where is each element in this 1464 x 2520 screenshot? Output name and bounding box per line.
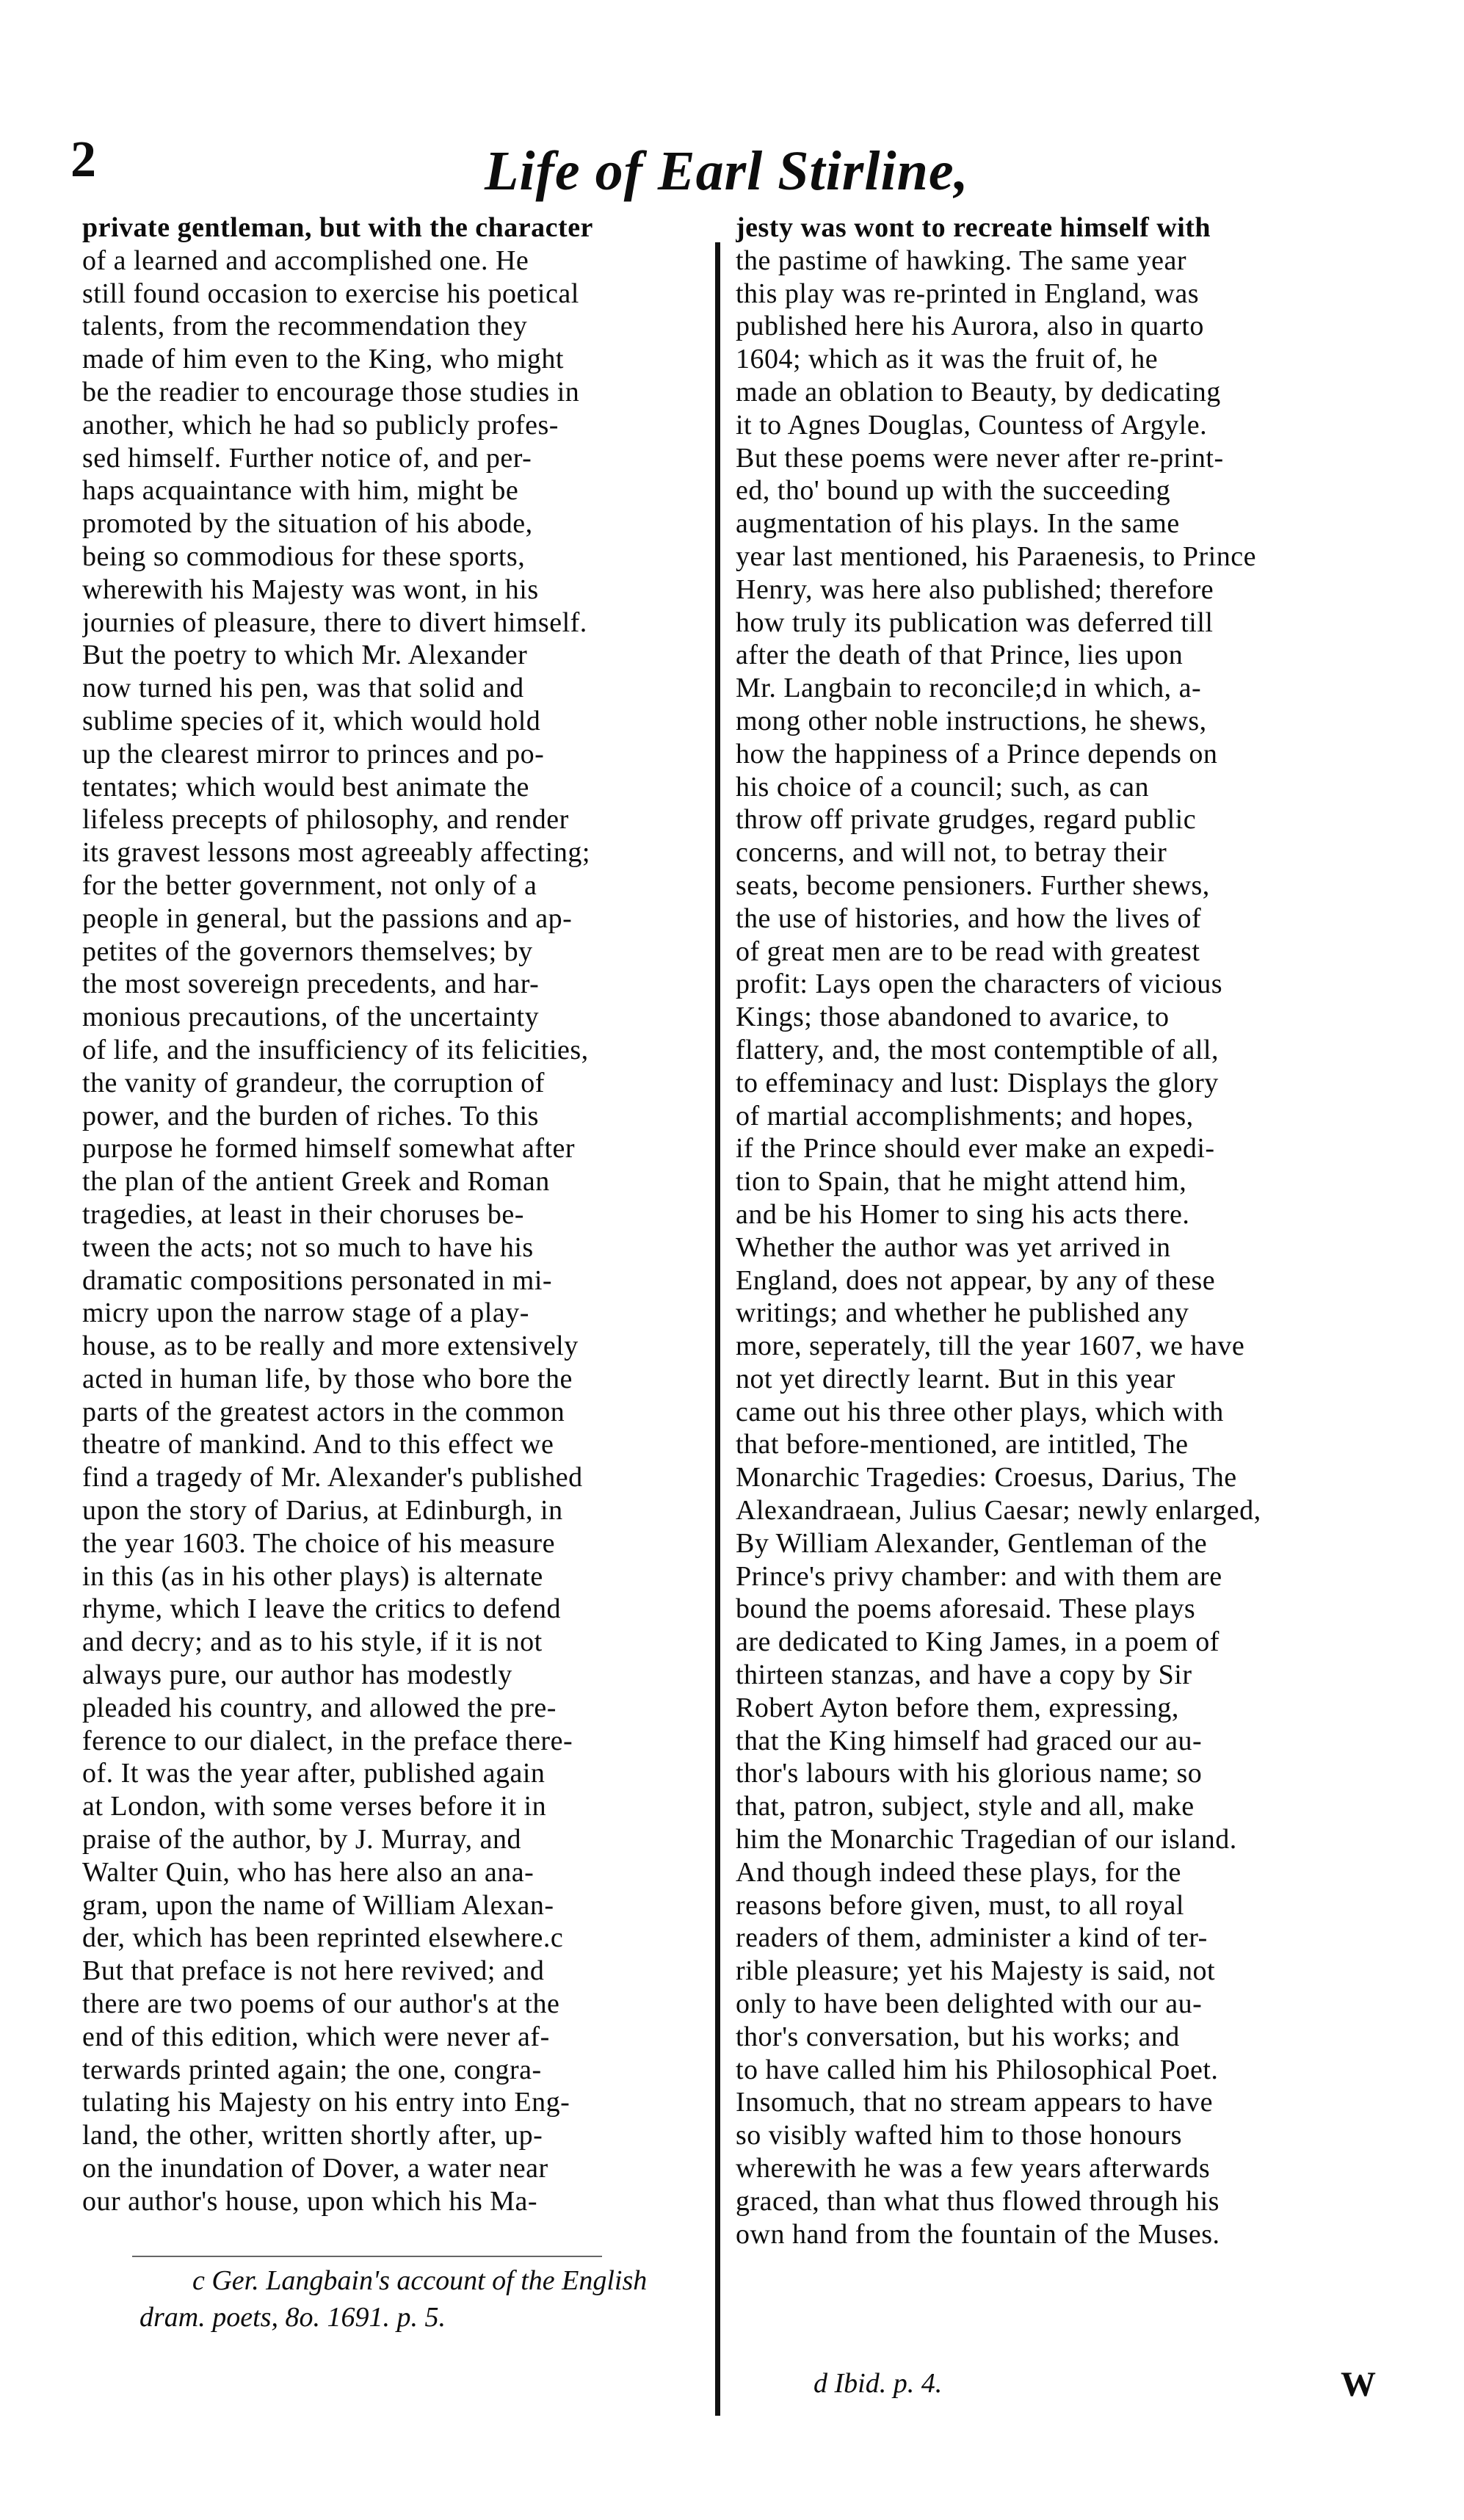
text-line: our author's house, upon which his Ma-	[82, 2185, 538, 2217]
text-line: at London, with some verses before it in	[82, 1791, 547, 1822]
text-line: Walter Quin, who has here also an ana-	[82, 1856, 534, 1888]
text-line: concerns, and will not, to betray their	[736, 837, 1167, 869]
text-line: gram, upon the name of William Alexan-	[82, 1889, 554, 1921]
text-line: land, the other, written shortly after, up-	[82, 2120, 543, 2151]
text-line: the use of histories, and how the lives of	[736, 902, 1202, 934]
text-line: that the King himself had graced our au-	[736, 1725, 1203, 1756]
text-line: how truly its publication was deferred till	[736, 607, 1214, 638]
footnote-c-line1: c Ger. Langbain's account of the English	[192, 2265, 648, 2296]
text-line: find a tragedy of Mr. Alexander's published	[82, 1462, 583, 1493]
text-line: house, as to be really and more extensively	[82, 1330, 579, 1362]
text-line: rhyme, which I leave the critics to defend	[82, 1593, 561, 1625]
text-line: always pure, our author has modestly	[82, 1659, 512, 1691]
text-line: of life, and the insufficiency of its felicities,	[82, 1034, 589, 1065]
text-line: tween the acts; not so much to have his	[82, 1231, 534, 1263]
text-line: Robert Ayton before them, expressing,	[736, 1692, 1179, 1723]
text-line: the plan of the antient Greek and Roman	[82, 1166, 550, 1198]
text-line: are dedicated to King James, in a poem of	[736, 1626, 1220, 1658]
text-line: wherewith his Majesty was wont, in his	[82, 573, 539, 605]
text-line: the year 1603. The choice of his measure	[82, 1527, 555, 1559]
text-line: of. It was the year after, published again	[82, 1758, 546, 1789]
footnote-d: d Ibid. p. 4.	[813, 2368, 943, 2399]
text-line: throw off private grudges, regard public	[736, 804, 1197, 836]
text-line: petites of the governors themselves; by	[82, 935, 533, 967]
text-line: jesty was wont to recreate himself with	[736, 212, 1211, 243]
text-line: so visibly wafted him to those honours	[736, 2120, 1182, 2151]
text-line: the most sovereign precedents, and har-	[82, 968, 540, 1000]
text-line: haps acquaintance with him, might be	[82, 475, 519, 507]
text-line: there are two poems of our author's at the	[82, 1988, 560, 2020]
text-line: Alexandraean, Julius Caesar; newly enlarged,	[736, 1495, 1261, 1527]
text-line: reasons before given, must, to all royal	[736, 1889, 1184, 1921]
text-line: upon the story of Darius, at Edinburgh, in	[82, 1495, 563, 1527]
text-line: still found occasion to exercise his poetical	[82, 278, 579, 309]
text-line: tion to Spain, that he might attend him,	[736, 1166, 1187, 1198]
text-line: Prince's privy chamber: and with them are	[736, 1560, 1222, 1592]
text-line: lifeless precepts of philosophy, and render	[82, 804, 569, 836]
text-line: own hand from the fountain of the Muses.	[736, 2218, 1220, 2245]
text-line: purpose he formed himself somewhat after	[82, 1133, 576, 1165]
text-line: of great men are to be read with greatest	[736, 935, 1200, 967]
text-line: Mr. Langbain to reconcile;d in which, a-	[736, 673, 1202, 704]
text-line: sublime species of it, which would hold	[82, 705, 541, 736]
text-line: theatre of mankind. And to this effect we	[82, 1429, 554, 1460]
text-line: tentates; which would best animate the	[82, 771, 529, 803]
text-line: seats, become pensioners. Further shews,	[736, 869, 1210, 901]
text-line: on the inundation of Dover, a water near	[82, 2153, 548, 2184]
text-line: people in general, but the passions and ap-	[82, 902, 573, 934]
text-line: and be his Homer to sing his acts there.	[736, 1198, 1190, 1230]
text-line: it to Agnes Douglas, Countess of Argyle.	[736, 409, 1208, 441]
text-line: By William Alexander, Gentleman of the	[736, 1527, 1208, 1559]
text-line: being so commodious for these sports,	[82, 540, 526, 572]
text-line: Monarchic Tragedies: Croesus, Darius, The	[736, 1462, 1237, 1493]
text-line: and decry; and as to his style, if it is not	[82, 1626, 543, 1658]
text-line: tulating his Majesty on his entry into Eng-	[82, 2087, 570, 2118]
text-line: ference to our dialect, in the preface there-	[82, 1725, 573, 1756]
text-line: made of him even to the King, who might	[82, 344, 564, 375]
page-number: 2	[70, 131, 96, 188]
text-line: made an oblation to Beauty, by dedicating	[736, 376, 1221, 408]
text-line: England, does not appear, by any of these	[736, 1264, 1216, 1296]
text-line: that before-mentioned, are intitled, The	[736, 1429, 1189, 1460]
text-line: rible pleasure; yet his Majesty is said, not	[736, 1955, 1216, 1987]
text-line: of a learned and accomplished one. He	[82, 245, 529, 276]
footnote-rule	[132, 2256, 602, 2257]
text-line: in this (as in his other plays) is alternate	[82, 1560, 543, 1592]
text-line: micry upon the narrow stage of a play-	[82, 1297, 529, 1329]
text-line: the vanity of grandeur, the corruption of	[82, 1067, 545, 1098]
text-line: for the better government, not only of a	[82, 869, 537, 901]
text-line: Insomuch, that no stream appears to have	[736, 2087, 1213, 2118]
text-line: thirteen stanzas, and have a copy by Sir	[736, 1659, 1192, 1691]
text-line: this play was re-printed in England, was	[736, 278, 1200, 309]
text-line: talents, from the recommendation they	[82, 311, 528, 342]
text-line: after the death of that Prince, lies upon	[736, 640, 1184, 671]
text-line: terwards printed again; the one, congra-	[82, 2054, 542, 2085]
text-line: him the Monarchic Tragedian of our island.	[736, 1824, 1237, 1855]
text-line: came out his three other plays, which with	[736, 1396, 1224, 1427]
text-line: his choice of a council; such, as can	[736, 771, 1149, 803]
text-line: der, which has been reprinted elsewhere.c	[82, 1922, 564, 1954]
text-line: journies of pleasure, there to divert himself.	[82, 607, 587, 638]
text-line: year last mentioned, his Paraenesis, to Prince	[736, 540, 1256, 572]
text-line: to effeminacy and lust: Displays the glory	[736, 1067, 1219, 1098]
running-head: Life of Earl Stirline,	[485, 140, 969, 202]
text-line: Whether the author was yet arrived in	[736, 1231, 1171, 1263]
text-line: promoted by the situation of his abode,	[82, 508, 533, 540]
text-line: flattery, and, the most contemptible of all,	[736, 1034, 1219, 1065]
text-line: augmentation of his plays. In the same	[736, 508, 1180, 540]
text-line: tragedies, at least in their choruses be-	[82, 1198, 524, 1230]
text-line: pleaded his country, and allowed the pre-	[82, 1692, 557, 1723]
text-line: thor's conversation, but his works; and	[736, 2021, 1180, 2052]
text-line: that, patron, subject, style and all, make	[736, 1791, 1195, 1822]
text-line: now turned his pen, was that solid and	[82, 673, 524, 704]
text-line: the pastime of hawking. The same year	[736, 245, 1186, 276]
text-line: to have called him his Philosophical Poet.	[736, 2054, 1219, 2085]
column-divider-rule	[715, 242, 720, 2416]
text-line: readers of them, administer a kind of ter-	[736, 1922, 1208, 1954]
text-line: But that preface is not here revived; and	[82, 1955, 545, 1987]
text-line: praise of the author, by J. Murray, and	[82, 1824, 522, 1855]
text-line: more, seperately, till the year 1607, we have	[736, 1330, 1245, 1362]
text-line: if the Prince should ever make an expedi-	[736, 1133, 1215, 1165]
text-line: Henry, was here also published; therefore	[736, 573, 1214, 605]
text-line: published here his Aurora, also in quarto	[736, 311, 1204, 342]
text-line: acted in human life, by those who bore the	[82, 1363, 573, 1394]
text-line: up the clearest mirror to princes and po-	[82, 738, 545, 770]
left-text-column	[82, 211, 703, 2245]
text-line: private gentleman, but with the character	[82, 212, 593, 243]
text-line: graced, than what thus flowed through his	[736, 2185, 1220, 2217]
text-line: But the poetry to which Mr. Alexander	[82, 640, 528, 671]
text-line: end of this edition, which were never af-	[82, 2021, 550, 2052]
text-line: dramatic compositions personated in mi-	[82, 1264, 553, 1296]
text-line: another, which he had so publicly profes-	[82, 409, 559, 441]
text-line: only to have been delighted with our au-	[736, 1988, 1203, 2020]
text-line: monious precautions, of the uncertainty	[82, 1002, 540, 1033]
text-line: of martial accomplishments; and hopes,	[736, 1100, 1194, 1132]
right-text-column	[736, 211, 1357, 2245]
text-line: profit: Lays open the characters of vicious	[736, 968, 1223, 1000]
text-line: how the happiness of a Prince depends on	[736, 738, 1218, 770]
text-line: And though indeed these plays, for the	[736, 1856, 1181, 1888]
catchword: W	[1341, 2365, 1376, 2404]
text-line: be the readier to encourage those studies in	[82, 376, 580, 408]
text-line: wherewith he was a few years afterwards	[736, 2153, 1211, 2184]
text-line: But these poems were never after re-print-	[736, 442, 1224, 474]
footnote-c-line2: dram. poets, 8o. 1691. p. 5.	[139, 2302, 446, 2333]
text-line: mong other noble instructions, he shews,	[736, 705, 1207, 736]
text-line: ed, tho' bound up with the succeeding	[736, 475, 1171, 507]
text-line: 1604; which as it was the fruit of, he	[736, 344, 1159, 375]
text-line: not yet directly learnt. But in this year	[736, 1363, 1175, 1394]
text-line: thor's labours with his glorious name; so	[736, 1758, 1203, 1789]
text-line: power, and the burden of riches. To this	[82, 1100, 539, 1132]
text-line: sed himself. Further notice of, and per-	[82, 442, 532, 474]
text-line: its gravest lessons most agreeably affecting;	[82, 837, 590, 869]
text-line: parts of the greatest actors in the common	[82, 1396, 565, 1427]
text-line: bound the poems aforesaid. These plays	[736, 1593, 1196, 1625]
text-line: Kings; those abandoned to avarice, to	[736, 1002, 1170, 1033]
text-line: writings; and whether he published any	[736, 1297, 1189, 1329]
